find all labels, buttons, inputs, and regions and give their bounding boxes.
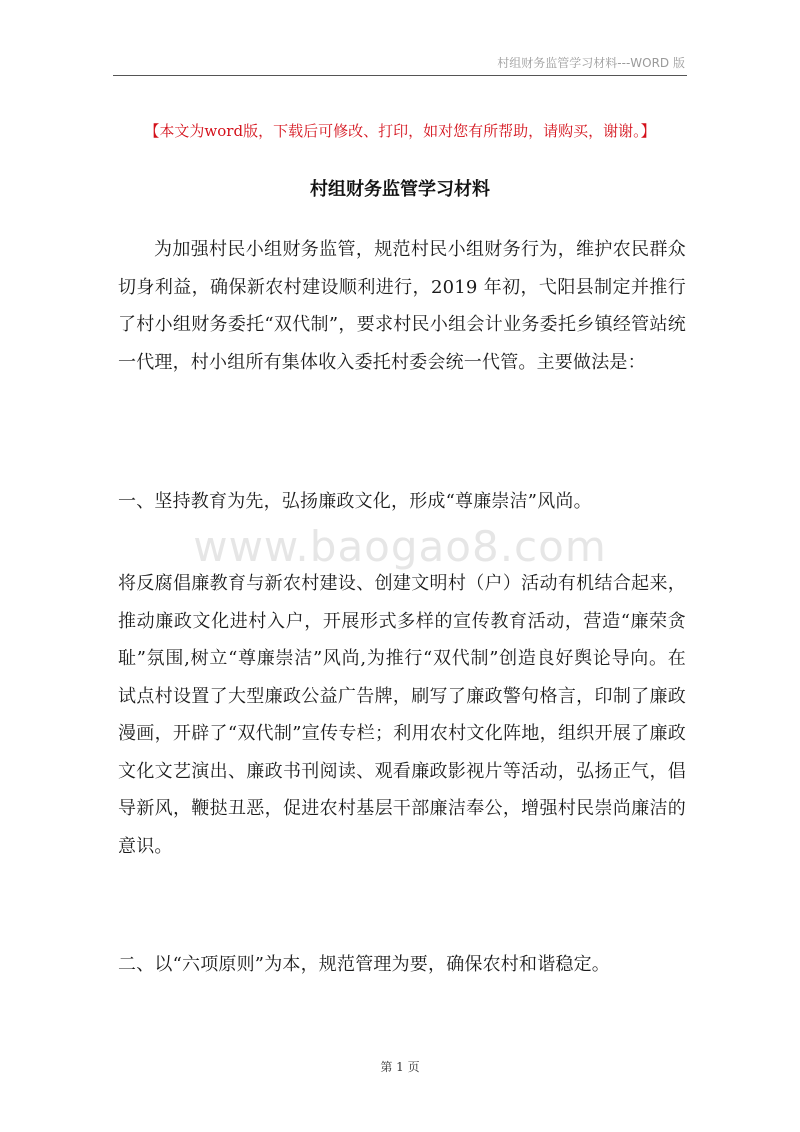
purchase-notice: 【本文为word版，下载后可修改、打印，如对您有所帮助，请购买，谢谢。】 [144,122,656,140]
document-title: 村组财务监管学习材料 [310,179,490,200]
page-number: 第 1 页 [380,1060,420,1074]
intro-paragraph: 为加强村民小组财务监管，规范村民小组财务行为，维护农民群众切身利益，确保新农村建设顺利进行，2019 年初，弋阳县制定并推行了村小组财务委托“双代制”，要求村民小组会计业务委托乡镇经管站统一代理，村小组所有集体收入委托村委会统一代管。主要做法是： [118,239,686,373]
header-divider [113,75,687,76]
running-header: 村组财务监管学习材料---WORD 版 [497,56,685,70]
section-1-heading: 一、坚持教育为先，弘扬廉政文化，形成“尊廉崇洁”风尚。 [118,491,592,512]
section-1-paragraph: 将反腐倡廉教育与新农村建设、创建文明村（户）活动有机结合起来，推动廉政文化进村入户，开展形式多样的宣传教育活动，营造“廉荣贪耻”氛围,树立“尊廉崇洁”风尚,为推行“双代制”创造良好舆论导向。在试点村设置了大型廉政公益广告牌，刷写了廉政警句格言，印制了廉政漫画，开辟了“双代制”宣传专栏；利用农村文化阵地，组织开展了廉政文化文艺演出、廉政书刊阅读、观看廉政影视片等活动，弘扬正气，倡导新风，鞭挞丑恶，促进农村基层干部廉洁奉公，增强村民崇尚廉洁的意识。 [118,573,686,857]
section-2-heading: 二、以“六项原则”为本，规范管理为要，确保农村和谐稳定。 [118,954,611,975]
watermark: www.baogao8.com [193,522,607,571]
